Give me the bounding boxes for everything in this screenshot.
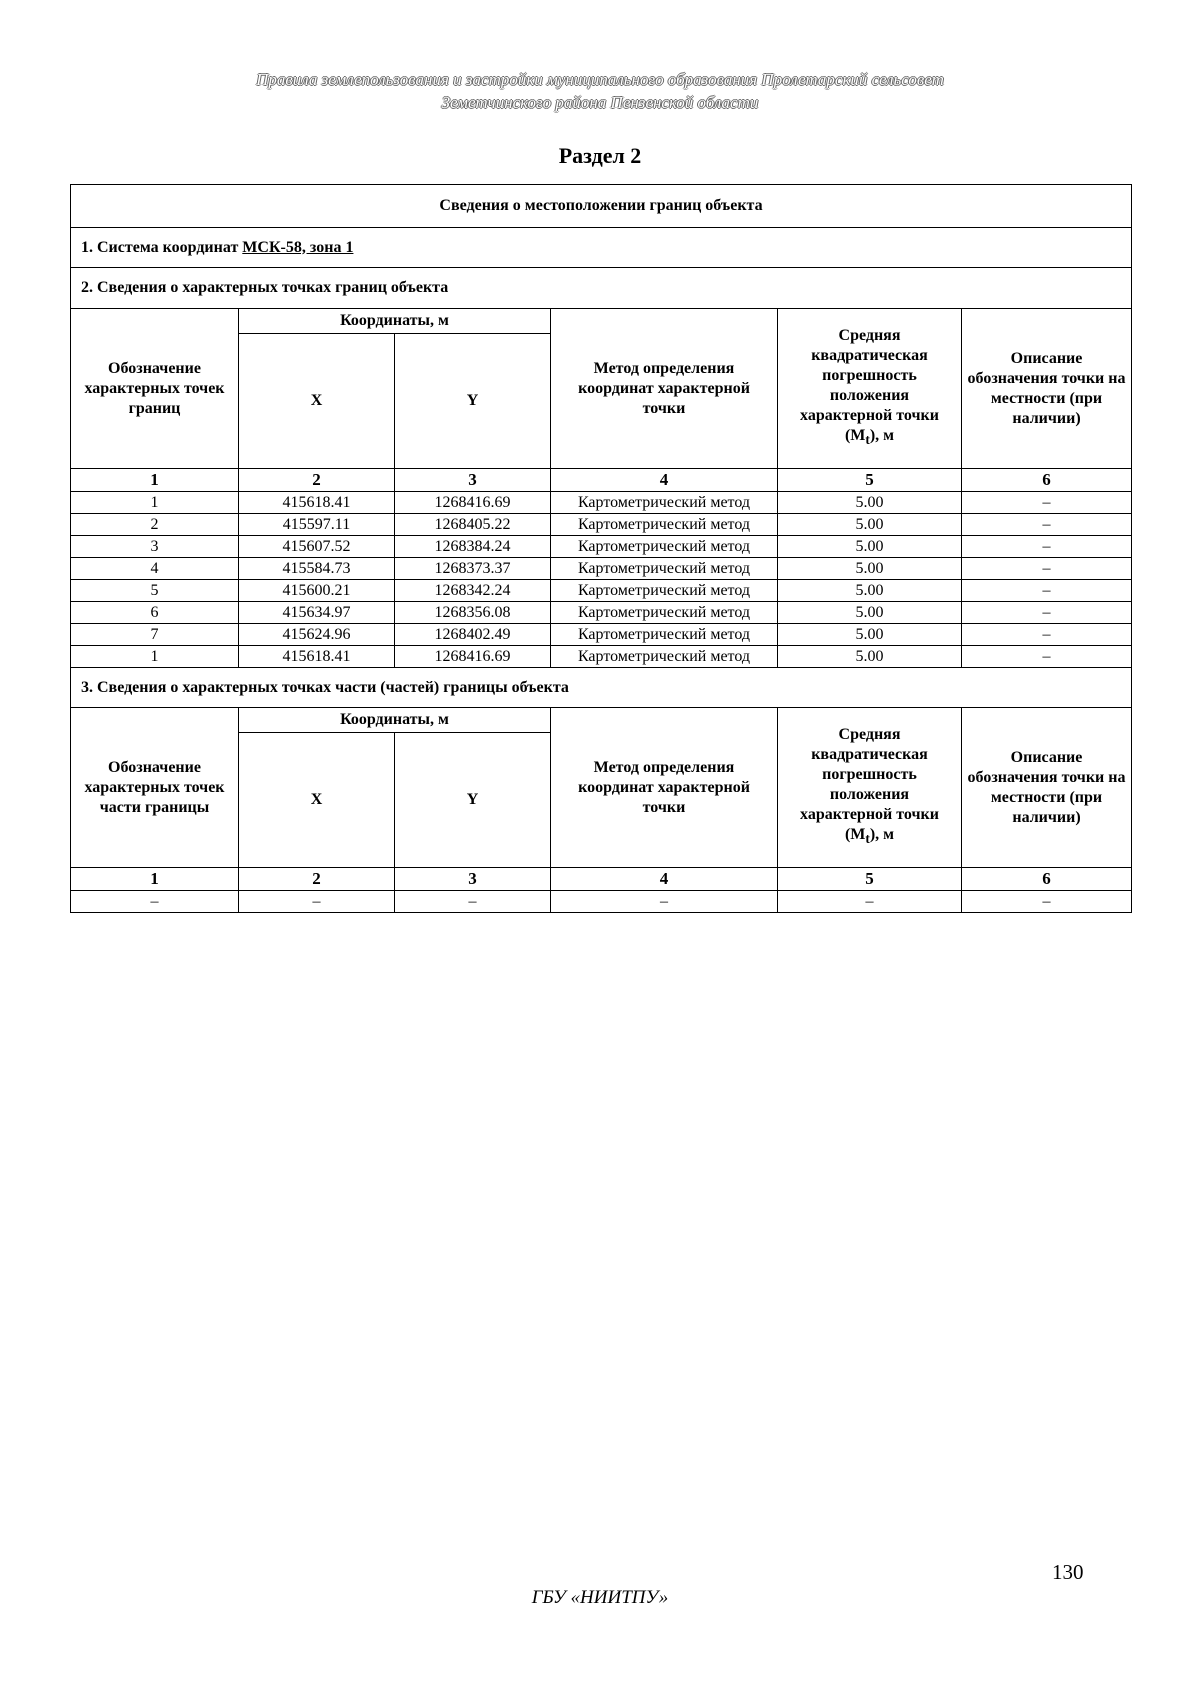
table-cell: – [71, 891, 239, 913]
col-number: 4 [551, 469, 778, 492]
table-row [71, 891, 1132, 913]
table-row [71, 602, 1132, 624]
table-cell: 1268402.49 [395, 624, 551, 646]
col-y-header: Y [395, 334, 551, 469]
page-number: 130 [1052, 1560, 1084, 1584]
table-cell: – [962, 580, 1132, 602]
boundary-info-table [70, 184, 1132, 913]
table-cell: 4 [71, 558, 239, 580]
col-number: 4 [551, 868, 778, 891]
table-cell: Картометрический метод [551, 602, 778, 624]
table-cell: – [551, 891, 778, 913]
col-coordinates-header: Координаты, м [239, 309, 551, 334]
col-method-header: Метод определения координат характерной точки [551, 708, 778, 868]
table-cell: 415624.96 [239, 624, 395, 646]
coordinate-system-row [71, 228, 1132, 268]
table-cell: Картометрический метод [551, 536, 778, 558]
header-line-2: Земетчинского района Пензенской области [441, 93, 759, 112]
table-cell: 5.00 [778, 624, 962, 646]
table-cell: 7 [71, 624, 239, 646]
table-cell: 415597.11 [239, 514, 395, 536]
col-number: 1 [71, 868, 239, 891]
col-error-header: Средняя квадратическая погрешность положения характерной точки $(M_t)$, м [778, 309, 962, 469]
col-number: 5 [778, 469, 962, 492]
table-cell: 5.00 [778, 646, 962, 668]
col-coordinates-header: Координаты, м [239, 708, 551, 733]
table-cell: 1268416.69 [395, 646, 551, 668]
col-number: 2 [239, 469, 395, 492]
col-error-header: Средняя квадратическая погрешность положения характерной точки $(M_t)$, м [778, 708, 962, 868]
table-row [71, 514, 1132, 536]
col-description-header: Описание обозначения точки на местности (при наличии) [962, 708, 1132, 868]
table-cell: 6 [71, 602, 239, 624]
table-cell: 415618.41 [239, 492, 395, 514]
col-description-header: Описание обозначения точки на местности (при наличии) [962, 309, 1132, 469]
document-footer: ГБУ «НИИТПУ» [531, 1587, 669, 1608]
table-cell: – [395, 891, 551, 913]
col-number: 1 [71, 469, 239, 492]
col-number: 6 [962, 469, 1132, 492]
col-x-header: X [239, 733, 395, 868]
table-cell: 415600.21 [239, 580, 395, 602]
table-cell: 2 [71, 514, 239, 536]
col-number: 3 [395, 469, 551, 492]
section-3-heading: 3. Сведения о характерных точках части (частей) границы объекта [71, 668, 1132, 708]
table-cell: – [962, 891, 1132, 913]
table-cell: 1268356.08 [395, 602, 551, 624]
table-cell: – [962, 602, 1132, 624]
col-method-header: Метод определения координат характерной точки [551, 309, 778, 469]
table-cell: 415618.41 [239, 646, 395, 668]
table-cell: 5.00 [778, 602, 962, 624]
col-number: 5 [778, 868, 962, 891]
table-cell: 5.00 [778, 492, 962, 514]
table-cell: 5 [71, 580, 239, 602]
col-x-header: X [239, 334, 395, 469]
table-cell: – [962, 646, 1132, 668]
table-cell: 5.00 [778, 580, 962, 602]
table-cell: 415584.73 [239, 558, 395, 580]
table-cell: 1268416.69 [395, 492, 551, 514]
coordinate-system-label: 1. Система координат [81, 238, 243, 256]
table-cell: 415634.97 [239, 602, 395, 624]
table-cell: 1 [71, 646, 239, 668]
table-cell: 5.00 [778, 536, 962, 558]
table-cell: Картометрический метод [551, 646, 778, 668]
table-cell: 1268342.24 [395, 580, 551, 602]
col-number: 3 [395, 868, 551, 891]
table-cell: 415607.52 [239, 536, 395, 558]
table-cell: – [239, 891, 395, 913]
table-cell: Картометрический метод [551, 492, 778, 514]
table-cell: 1268405.22 [395, 514, 551, 536]
table-row [71, 580, 1132, 602]
column-numbers-row [71, 868, 1132, 891]
col-number: 2 [239, 868, 395, 891]
coordinate-system-value: МСК-58, зона 1 [242, 238, 354, 256]
table-cell: – [962, 536, 1132, 558]
table-cell: 3 [71, 536, 239, 558]
table-cell: Картометрический метод [551, 558, 778, 580]
table-row [71, 646, 1132, 668]
col-designation-header: Обозначение характерных точек границ [71, 309, 239, 469]
table-cell: – [962, 492, 1132, 514]
table-cell: Картометрический метод [551, 580, 778, 602]
col-y-header: Y [395, 733, 551, 868]
table-row [71, 558, 1132, 580]
table-cell: 1268373.37 [395, 558, 551, 580]
document-running-header [0, 68, 1200, 114]
section-2-heading: 2. Сведения о характерных точках границ объекта [71, 268, 1132, 309]
table-cell: – [962, 624, 1132, 646]
table-cell: Картометрический метод [551, 514, 778, 536]
table-cell: Картометрический метод [551, 624, 778, 646]
header-line-1: Правила землепользования и застройки муниципального образования Пролетарский сельсовет [256, 70, 944, 89]
table-cell: 5.00 [778, 558, 962, 580]
table-cell: 5.00 [778, 514, 962, 536]
table-cell: – [962, 558, 1132, 580]
table-cell: – [778, 891, 962, 913]
column-numbers-row [71, 469, 1132, 492]
table-cell: – [962, 514, 1132, 536]
table-cell: 1268384.24 [395, 536, 551, 558]
table-caption: Сведения о местоположении границ объекта [71, 185, 1132, 228]
section-title: Раздел 2 [558, 143, 642, 168]
table-row [71, 492, 1132, 514]
col-designation-header: Обозначение характерных точек части границы [71, 708, 239, 868]
table-row [71, 536, 1132, 558]
table-row [71, 624, 1132, 646]
col-number: 6 [962, 868, 1132, 891]
table-cell: 1 [71, 492, 239, 514]
